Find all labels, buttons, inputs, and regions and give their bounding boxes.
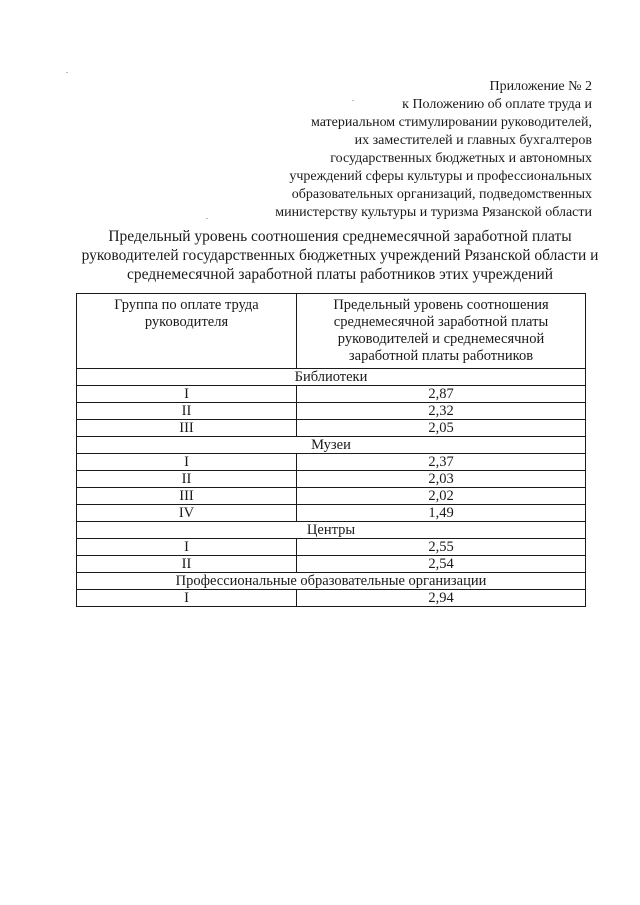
ratio-cell: 2,87 [297, 386, 586, 403]
scan-speck [66, 72, 68, 73]
appendix-header [232, 78, 592, 222]
ratio-cell: 2,03 [297, 471, 586, 488]
appendix-line: государственных бюджетных и автономных [330, 151, 592, 166]
ratio-cell: 1,49 [297, 505, 586, 522]
table-row [77, 454, 586, 471]
ratio-cell: 2,94 [297, 590, 586, 607]
header-text: заработной платы работников [348, 348, 534, 364]
header-text: Предельный уровень соотношения [333, 297, 549, 313]
section-label: Центры [77, 522, 586, 539]
group-cell: II [77, 556, 297, 573]
appendix-line: образовательных организаций, подведомственных [291, 187, 592, 202]
ratio-cell: 2,05 [297, 420, 586, 437]
section-label: Музеи [77, 437, 586, 454]
scan-speck [206, 218, 208, 219]
group-cell: III [77, 488, 297, 505]
header-text: руководителей и среднемесячной [337, 331, 545, 347]
appendix-line: Приложение № 2 [489, 79, 592, 94]
appendix-line: учреждений сферы культуры и профессиональных [289, 169, 592, 184]
table-header-row [77, 294, 586, 369]
appendix-line: к Положению об оплате труда и [402, 97, 592, 112]
salary-ratio-table [76, 293, 586, 607]
table-row [77, 488, 586, 505]
table-row [77, 386, 586, 403]
ratio-cell: 2,32 [297, 403, 586, 420]
section-label: Профессиональные образовательные организации [77, 573, 586, 590]
title-line: среднемесячной заработной платы работников этих учреждений [126, 266, 554, 283]
table-row [77, 471, 586, 488]
ratio-cell: 2,55 [297, 539, 586, 556]
appendix-line: их заместителей и главных бухгалтеров [354, 133, 592, 148]
table-row [77, 556, 586, 573]
header-ratio-column [297, 294, 586, 369]
ratio-cell: 2,54 [297, 556, 586, 573]
title-line: Предельный уровень соотношения среднемесячной заработной платы [108, 228, 572, 245]
title-line: руководителей государственных бюджетных учреждений Рязанской области и [81, 247, 599, 264]
table-row [77, 505, 586, 522]
section-row-professional-education [77, 573, 586, 590]
table-body [77, 369, 586, 607]
ratio-cell: 2,02 [297, 488, 586, 505]
table-row [77, 403, 586, 420]
group-cell: III [77, 420, 297, 437]
group-cell: II [77, 471, 297, 488]
section-row-centers [77, 522, 586, 539]
header-text: руководителя [144, 314, 229, 330]
ratio-cell: 2,37 [297, 454, 586, 471]
table-row [77, 590, 586, 607]
section-row-museums [77, 437, 586, 454]
appendix-line: материальном стимулировании руководителей, [310, 115, 592, 130]
document-title [60, 227, 620, 284]
table-row [77, 420, 586, 437]
group-cell: I [77, 539, 297, 556]
section-label: Библиотеки [77, 369, 586, 386]
group-cell: I [77, 590, 297, 607]
header-text: Группа по оплате труда [114, 297, 259, 313]
header-group-column [77, 294, 297, 369]
table-row [77, 539, 586, 556]
header-text: среднемесячной заработной платы [333, 314, 549, 330]
group-cell: IV [77, 505, 297, 522]
appendix-line: министерству культуры и туризма Рязанской области [275, 205, 592, 220]
group-cell: II [77, 403, 297, 420]
group-cell: I [77, 386, 297, 403]
group-cell: I [77, 454, 297, 471]
section-row-libraries [77, 369, 586, 386]
